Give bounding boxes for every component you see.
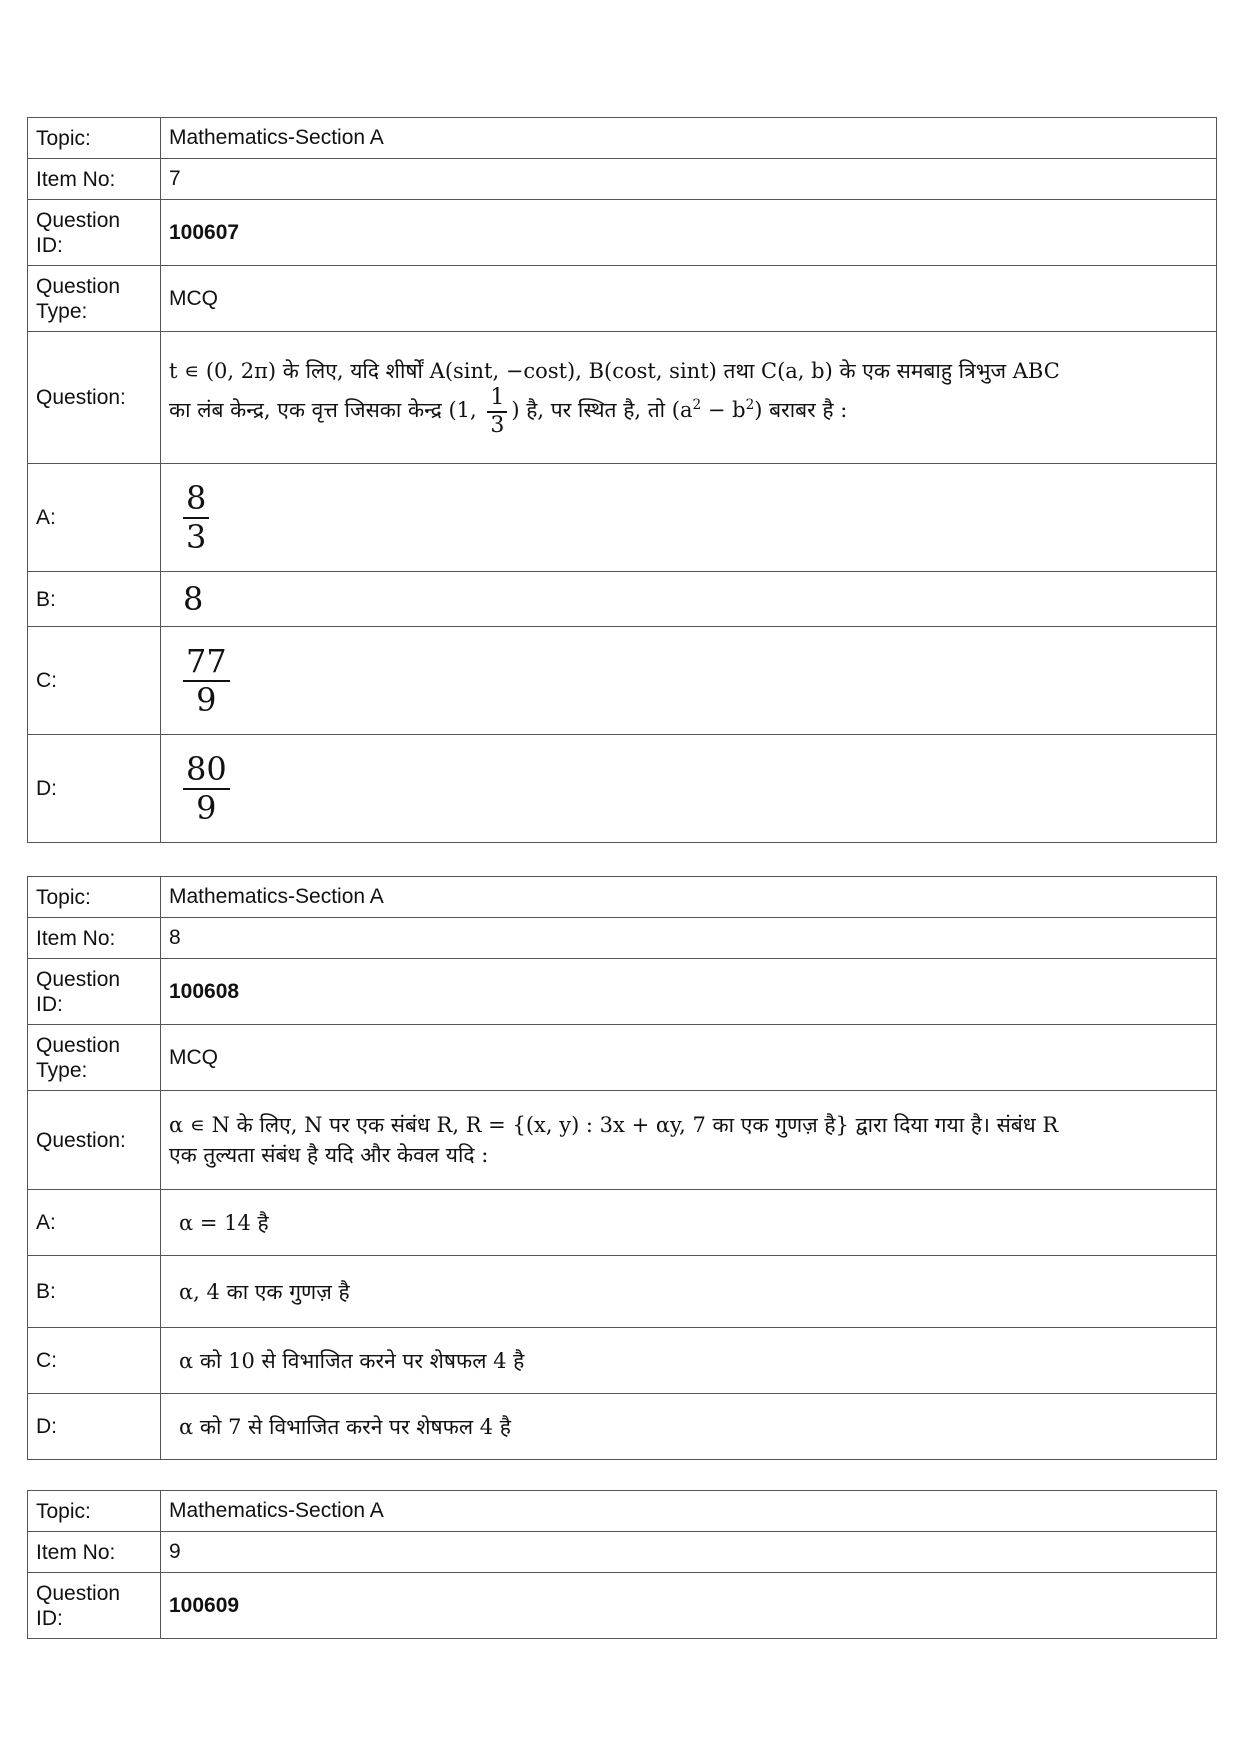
question-text [161, 332, 1217, 464]
question-row [28, 332, 1217, 464]
question-id-value: 100609 [161, 1573, 1217, 1639]
option-a-label: A: [28, 1190, 161, 1256]
question-id-row [28, 200, 1217, 266]
question-type-value: MCQ [161, 266, 1217, 332]
option-b-text: α, 4 का एक गुणज़ है [179, 1279, 350, 1304]
option-d-value [161, 735, 1217, 843]
topic-label: Topic: [28, 877, 161, 918]
option-d-label: D: [28, 735, 161, 843]
option-c-label: C: [28, 627, 161, 735]
question-id-label: Question ID: [28, 1573, 161, 1639]
option-b-value [161, 572, 1217, 627]
option-c-label: C: [28, 1328, 161, 1394]
question-line-2 [169, 385, 1208, 438]
question-block-7 [27, 117, 1217, 843]
option-b-label: B: [28, 572, 161, 627]
option-d-label: D: [28, 1394, 161, 1460]
question-type-label: Question Type: [28, 266, 161, 332]
option-a-fraction [183, 480, 209, 556]
question-id-label: Question ID: [28, 959, 161, 1025]
option-a-value [161, 1190, 1217, 1256]
option-a-denominator: 3 [186, 517, 207, 556]
topic-value: Mathematics-Section A [161, 1491, 1217, 1532]
topic-row [28, 877, 1217, 918]
question-block-9 [27, 1490, 1217, 1639]
option-d-value [161, 1394, 1217, 1460]
item-no-label: Item No: [28, 1532, 161, 1573]
question-line-1: t ∊ (0, 2π) के लिए, यदि शीर्षों A(sint, −cost), B(cost, sint) तथा C(a, b) के एक समबाहु त्रिभुज ABC [169, 359, 1060, 384]
option-d-row [28, 1394, 1217, 1460]
option-d-text: α को 7 से विभाजित करने पर शेषफल 4 है [179, 1414, 511, 1439]
option-a-label: A: [28, 464, 161, 572]
item-no-value: 9 [161, 1532, 1217, 1573]
question-block-8 [27, 876, 1217, 1460]
option-c-value [161, 1328, 1217, 1394]
topic-value: Mathematics-Section A [161, 877, 1217, 918]
exponent-b: 2 [745, 397, 755, 414]
question-id-value: 100607 [161, 200, 1217, 266]
question-row [28, 1091, 1217, 1190]
option-b-value [161, 1256, 1217, 1328]
option-c-denominator: 9 [196, 680, 217, 719]
question-label: Question: [28, 1091, 161, 1190]
item-no-row [28, 1532, 1217, 1573]
topic-label: Topic: [28, 1491, 161, 1532]
question-type-row [28, 1025, 1217, 1091]
question-line-2-mid: ) है, पर स्थित है, तो (a [511, 398, 693, 423]
option-a-text: α = 14 है [179, 1210, 269, 1235]
option-c-text: α को 10 से विभाजित करने पर शेषफल 4 है [179, 1348, 525, 1373]
option-b-number: 8 [183, 580, 204, 618]
question-label: Question: [28, 332, 161, 464]
item-no-label: Item No: [28, 918, 161, 959]
option-c-row [28, 627, 1217, 735]
center-fraction [487, 385, 507, 438]
option-a-row [28, 464, 1217, 572]
option-c-row [28, 1328, 1217, 1394]
question-line-2-pre: का लंब केन्द्र, एक वृत्त जिसका केन्द्र (1, [169, 398, 477, 423]
option-c-fraction [183, 643, 230, 719]
option-d-fraction [183, 751, 230, 827]
fraction-numerator: 1 [487, 385, 507, 412]
question-line-2-minus: − b [707, 398, 746, 423]
topic-value: Mathematics-Section A [161, 118, 1217, 159]
option-d-numerator: 80 [183, 751, 230, 790]
item-no-value: 7 [161, 159, 1217, 200]
question-type-value: MCQ [161, 1025, 1217, 1091]
option-d-row [28, 735, 1217, 843]
option-c-value [161, 627, 1217, 735]
option-a-row [28, 1190, 1217, 1256]
question-line-1: α ∊ N के लिए, N पर एक संबंध R, R = {(x, y) : 3x + αy, 7 का एक गुणज़ है} द्वारा दिया गया है। संबंध R [169, 1112, 1059, 1137]
item-no-row [28, 918, 1217, 959]
topic-label: Topic: [28, 118, 161, 159]
option-b-row [28, 572, 1217, 627]
question-line-2-post: ) बराबर है : [754, 398, 848, 423]
exponent-a: 2 [692, 397, 702, 414]
question-line-2: एक तुल्यता संबंध है यदि और केवल यदि : [169, 1143, 489, 1167]
topic-row [28, 1491, 1217, 1532]
option-a-numerator: 8 [183, 480, 209, 519]
question-id-row [28, 959, 1217, 1025]
option-b-label: B: [28, 1256, 161, 1328]
question-type-label: Question Type: [28, 1025, 161, 1091]
option-a-value [161, 464, 1217, 572]
item-no-label: Item No: [28, 159, 161, 200]
topic-row [28, 118, 1217, 159]
question-text [161, 1091, 1217, 1190]
item-no-row [28, 159, 1217, 200]
option-c-numerator: 77 [183, 643, 230, 682]
item-no-value: 8 [161, 918, 1217, 959]
option-d-denominator: 9 [196, 788, 217, 827]
question-id-row [28, 1573, 1217, 1639]
question-id-label: Question ID: [28, 200, 161, 266]
question-id-value: 100608 [161, 959, 1217, 1025]
question-type-row [28, 266, 1217, 332]
fraction-denominator: 3 [490, 412, 505, 438]
option-b-row [28, 1256, 1217, 1328]
